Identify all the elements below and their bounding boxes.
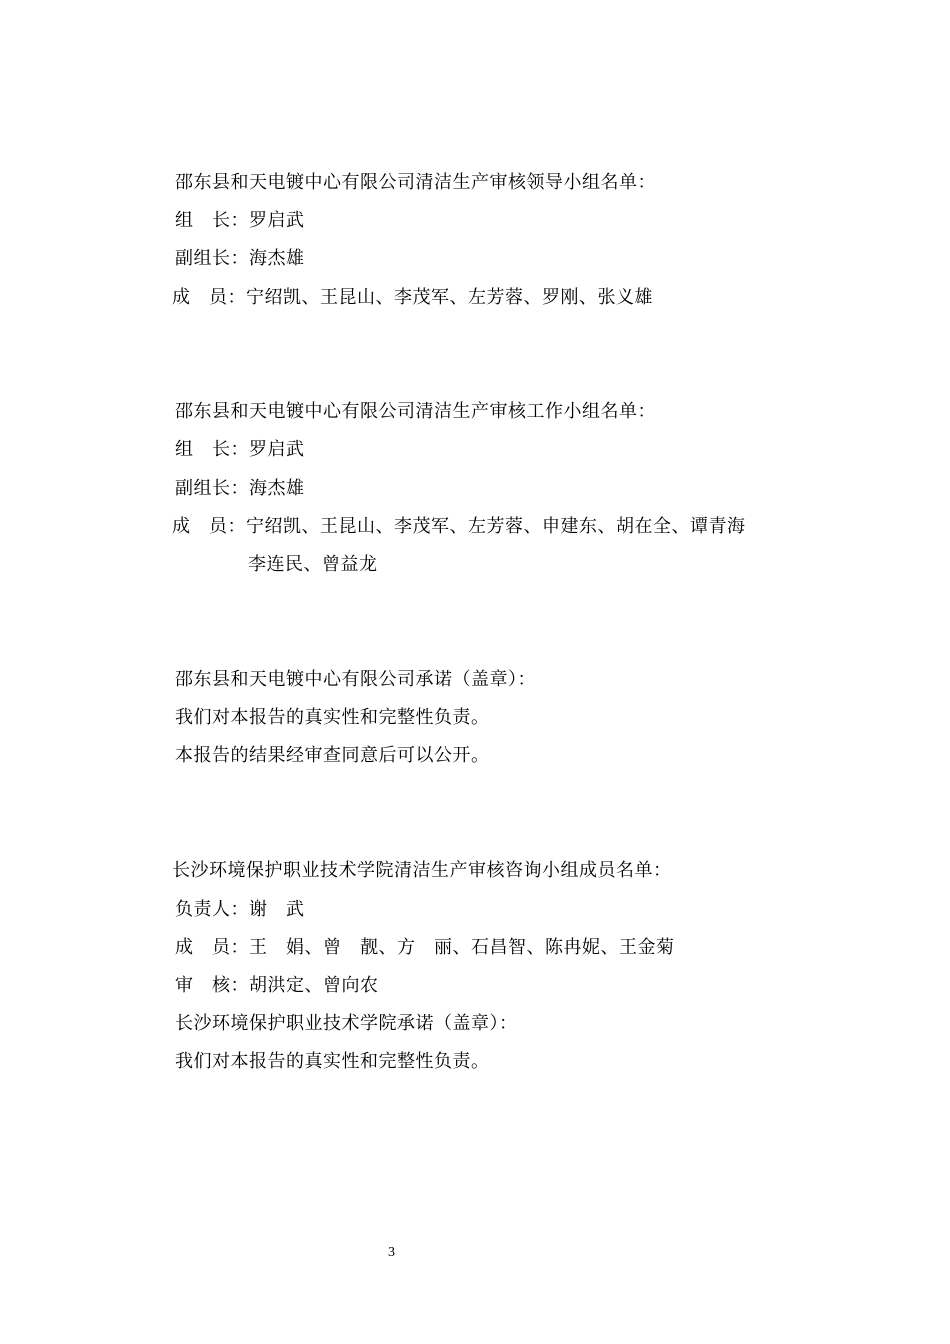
working-group-leader: 组 长：罗启武 <box>175 439 305 460</box>
leadership-group-leader: 组 长：罗启武 <box>175 210 305 231</box>
consulting-group-members: 成 员：王 娟、曾 靓、方 丽、石昌智、陈冉妮、王金菊 <box>175 937 675 958</box>
company-pledge-line2: 本报告的结果经审查同意后可以公开。 <box>175 745 490 766</box>
company-pledge-line1: 我们对本报告的真实性和完整性负责。 <box>175 707 490 728</box>
working-group-heading: 邵东县和天电镀中心有限公司清洁生产审核工作小组名单： <box>175 401 656 422</box>
company-pledge-heading: 邵东县和天电镀中心有限公司承诺（盖章）： <box>175 669 536 690</box>
consulting-group-reviewers: 审 核：胡洪定、曾向农 <box>175 975 379 996</box>
consulting-group-heading: 长沙环境保护职业技术学院清洁生产审核咨询小组成员名单： <box>172 860 672 881</box>
leadership-group-heading: 邵东县和天电镀中心有限公司清洁生产审核领导小组名单： <box>175 172 656 193</box>
consulting-group-responsible: 负责人：谢 武 <box>175 899 305 920</box>
leadership-group-members: 成 员：宁绍凯、王昆山、李茂军、左芳蓉、罗刚、张义雄 <box>172 287 653 308</box>
consulting-pledge-line: 我们对本报告的真实性和完整性负责。 <box>175 1051 490 1072</box>
working-group-members-line2: 李连民、曾益龙 <box>248 554 378 575</box>
working-group-deputy: 副组长：海杰雄 <box>175 478 305 499</box>
consulting-pledge-heading: 长沙环境保护职业技术学院承诺（盖章）： <box>175 1013 518 1034</box>
leadership-group-deputy: 副组长：海杰雄 <box>175 248 305 269</box>
page-number: 3 <box>388 1245 395 1260</box>
working-group-members-line1: 成 员：宁绍凯、王昆山、李茂军、左芳蓉、申建东、胡在全、谭青海 <box>172 516 746 537</box>
